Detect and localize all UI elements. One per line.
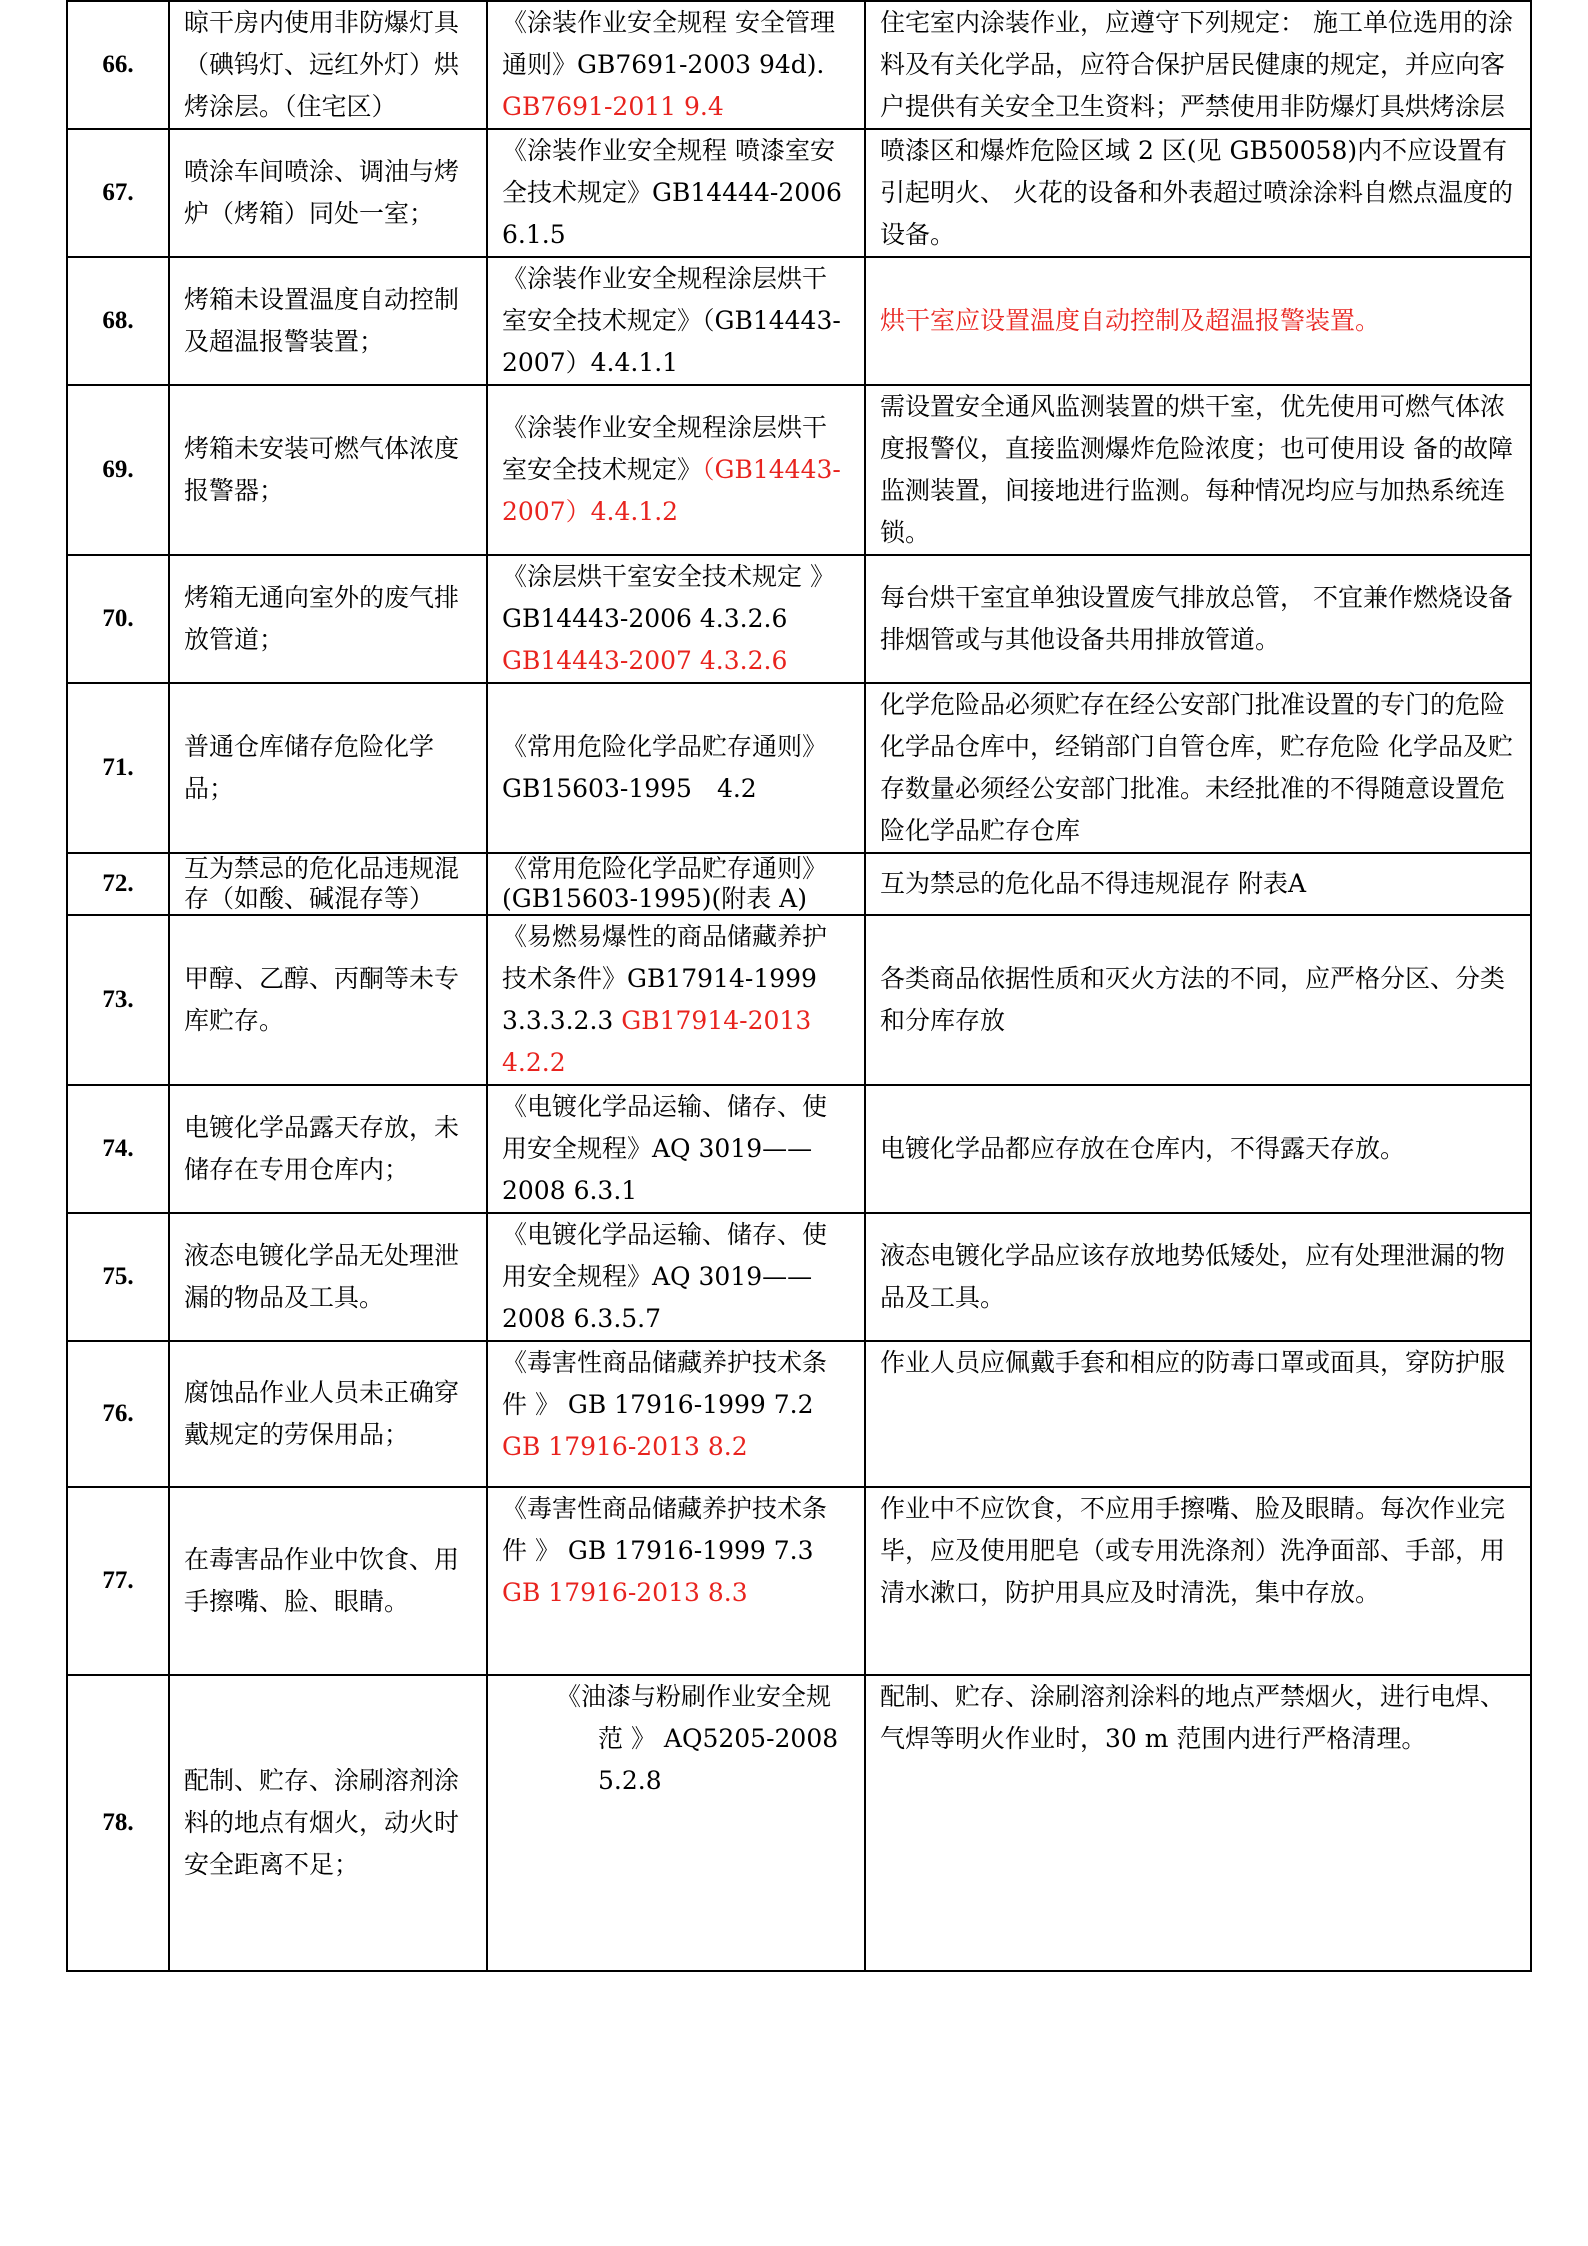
requirement-text bbox=[865, 1675, 1531, 1971]
standard-reference bbox=[487, 853, 865, 915]
standard-reference bbox=[487, 385, 865, 555]
requirement-content: 互为禁忌的危化品不得违规混存 附表A bbox=[880, 869, 1307, 898]
requirement-content: 液态电镀化学品应该存放地势低矮处，应有处理泄漏的物品及工具。 bbox=[880, 1241, 1506, 1312]
row-number: 75. bbox=[67, 1213, 169, 1341]
row-number: 77. bbox=[67, 1487, 169, 1675]
requirement-text bbox=[865, 555, 1531, 683]
row-number: 74. bbox=[67, 1085, 169, 1213]
standard-text: 《易燃易爆性的商品储藏养护技术条件》GB17914-1999 3.3.3.2.3 bbox=[502, 922, 828, 1035]
standard-reference bbox=[487, 1, 865, 129]
standard-text: 《常用危险化学品贮存通则》(GB15603-1995)(附表 A) bbox=[502, 854, 828, 913]
issue-description: 甲醇、乙醇、丙酮等未专库贮存。 bbox=[169, 915, 487, 1085]
revised-standard: GB 17916-2013 8.2 bbox=[502, 1432, 748, 1461]
standard-text: 《毒害性商品储藏养护技术条 件 》 GB 17916-1999 7.2 bbox=[502, 1348, 828, 1419]
standard-reference bbox=[487, 1487, 865, 1675]
requirement-text bbox=[865, 853, 1531, 915]
table-row bbox=[67, 683, 1531, 853]
row-number: 73. bbox=[67, 915, 169, 1085]
issue-description: 烤箱未安装可燃气体浓度报警器； bbox=[169, 385, 487, 555]
row-number: 67. bbox=[67, 129, 169, 257]
standard-reference bbox=[487, 129, 865, 257]
requirement-content: 喷漆区和爆炸危险区域 2 区(见 GB50058)内不应设置有引起明火、 火花的设备和外表超过喷涂涂料自燃点温度的设备。 bbox=[880, 136, 1513, 249]
issue-description: 普通仓库储存危险化学品； bbox=[169, 683, 487, 853]
requirement-text bbox=[865, 257, 1531, 385]
regulation-table bbox=[66, 0, 1532, 1972]
table-row bbox=[67, 1213, 1531, 1341]
requirement-content: 需设置安全通风监测装置的烘干室，优先使用可燃气体浓度报警仪，直接监测爆炸危险浓度；也可使用设 备的故障监测装置，间接地进行监测。每种情况均应与加热系统连锁。 bbox=[880, 392, 1513, 547]
standard-reference bbox=[487, 1341, 865, 1487]
revised-standard: GB7691-2011 9.4 bbox=[502, 92, 724, 121]
table-row bbox=[67, 915, 1531, 1085]
requirement-content: 作业中不应饮食，不应用手擦嘴、脸及眼睛。每次作业完毕，应及使用肥皂（或专用洗涤剂）洗净面部、手部，用清水漱口，防护用具应及时清洗，集中存放。 bbox=[880, 1494, 1506, 1607]
standard-text: 《涂层烘干室安全技术规定 》 GB14443-2006 4.3.2.6 bbox=[502, 562, 835, 633]
table-row bbox=[67, 257, 1531, 385]
row-number: 76. bbox=[67, 1341, 169, 1487]
issue-description: 烤箱未设置温度自动控制及超温报警装置； bbox=[169, 257, 487, 385]
row-number: 66. bbox=[67, 1, 169, 129]
requirement-text bbox=[865, 1213, 1531, 1341]
revised-standard: GB17914-2013 4.2.2 bbox=[502, 1006, 812, 1077]
issue-description: 喷涂车间喷涂、调油与烤炉（烤箱）同处一室； bbox=[169, 129, 487, 257]
requirement-text bbox=[865, 1487, 1531, 1675]
table-row bbox=[67, 1, 1531, 129]
row-number: 68. bbox=[67, 257, 169, 385]
standard-text: 《常用危险化学品贮存通则》GB15603-1995 4.2 bbox=[502, 732, 828, 803]
issue-description: 配制、贮存、涂刷溶剂涂料的地点有烟火，动火时安全距离不足； bbox=[169, 1675, 487, 1971]
table-row bbox=[67, 129, 1531, 257]
requirement-content: 作业人员应佩戴手套和相应的防毒口罩或面具，穿防护服 bbox=[880, 1348, 1506, 1377]
standard-reference bbox=[487, 915, 865, 1085]
requirement-text bbox=[865, 1341, 1531, 1487]
requirement-highlight: 烘干室应设置温度自动控制及超温报警装置。 bbox=[880, 306, 1381, 335]
row-number: 71. bbox=[67, 683, 169, 853]
issue-description: 晾干房内使用非防爆灯具（碘钨灯、远红外灯）烘烤涂层。（住宅区） bbox=[169, 1, 487, 129]
standard-text: 《涂装作业安全规程 安全管理通则》GB7691-2003 94d)． bbox=[502, 8, 842, 79]
standard-text: 《电镀化学品运输、储存、使用安全规程》AQ 3019——2008 6.3.5.7 bbox=[502, 1220, 828, 1333]
requirement-text bbox=[865, 385, 1531, 555]
row-number: 70. bbox=[67, 555, 169, 683]
standard-text: 5.2.8 bbox=[598, 1766, 662, 1795]
table-row bbox=[67, 1487, 1531, 1675]
standard-reference bbox=[487, 1213, 865, 1341]
issue-description: 电镀化学品露天存放，未储存在专用仓库内； bbox=[169, 1085, 487, 1213]
issue-description: 腐蚀品作业人员未正确穿戴规定的劳保用品； bbox=[169, 1341, 487, 1487]
standard-text: 《电镀化学品运输、储存、使用安全规程》AQ 3019——2008 6.3.1 bbox=[502, 1092, 828, 1205]
standard-reference bbox=[487, 1085, 865, 1213]
requirement-content: 电镀化学品都应存放在仓库内，不得露天存放。 bbox=[880, 1134, 1406, 1163]
requirement-text bbox=[865, 915, 1531, 1085]
table-row bbox=[67, 385, 1531, 555]
standard-text: 范 》 AQ5205-2008 bbox=[598, 1724, 839, 1753]
standard-text: 《油漆与粉刷作业安全规 bbox=[556, 1682, 832, 1711]
row-number: 69. bbox=[67, 385, 169, 555]
issue-description: 在毒害品作业中饮食、用手擦嘴、脸、眼睛。 bbox=[169, 1487, 487, 1675]
standard-text: 《涂装作业安全规程涂层烘干室安全技术规定》（GB14443-2007）4.4.1.1 bbox=[502, 264, 841, 377]
standard-reference bbox=[487, 1675, 865, 1971]
table-row bbox=[67, 853, 1531, 915]
standard-reference bbox=[487, 555, 865, 683]
revised-standard: GB14443-2007 4.3.2.6 bbox=[502, 646, 788, 675]
table-row bbox=[67, 1341, 1531, 1487]
table-row bbox=[67, 1675, 1531, 1971]
requirement-content: 配制、贮存、涂刷溶剂涂料的地点严禁烟火，进行电焊、气焊等明火作业时，30 m 范围内进行严格清理。 bbox=[880, 1682, 1506, 1753]
requirement-text bbox=[865, 683, 1531, 853]
requirement-text bbox=[865, 1, 1531, 129]
requirement-content: 住宅室内涂装作业，应遵守下列规定： 施工单位选用的涂料及有关化学品，应符合保护居民健康的规定，并应向客户提供有关安全卫生资料；严禁使用非防爆灯具烘烤涂层 bbox=[880, 8, 1513, 121]
row-number: 72. bbox=[67, 853, 169, 915]
standard-reference bbox=[487, 683, 865, 853]
standard-text: 《涂装作业安全规程 喷漆室安全技术规定》GB14444-2006 6.1.5 bbox=[502, 136, 842, 249]
requirement-text bbox=[865, 1085, 1531, 1213]
issue-description: 液态电镀化学品无处理泄漏的物品及工具。 bbox=[169, 1213, 487, 1341]
standard-text: 《涂装作业安全规程涂层烘干室安全技术规定》 bbox=[502, 413, 828, 484]
revised-standard: （GB14443-2007）4.4.1.2 bbox=[502, 455, 841, 526]
standard-reference bbox=[487, 257, 865, 385]
revised-standard: GB 17916-2013 8.3 bbox=[502, 1578, 748, 1607]
table-row bbox=[67, 1085, 1531, 1213]
table-row bbox=[67, 555, 1531, 683]
requirement-content: 每台烘干室宜单独设置废气排放总管， 不宜兼作燃烧设备排烟管或与其他设备共用排放管道。 bbox=[880, 583, 1513, 654]
issue-description: 烤箱无通向室外的废气排放管道； bbox=[169, 555, 487, 683]
requirement-text bbox=[865, 129, 1531, 257]
requirement-content: 各类商品依据性质和灭火方法的不同，应严格分区、分类和分库存放 bbox=[880, 964, 1506, 1035]
standard-text: 《毒害性商品储藏养护技术条 件 》 GB 17916-1999 7.3 bbox=[502, 1494, 828, 1565]
issue-description: 互为禁忌的危化品违规混存（如酸、碱混存等） bbox=[169, 853, 487, 915]
row-number: 78. bbox=[67, 1675, 169, 1971]
requirement-content: 化学危险品必须贮存在经公安部门批准设置的专门的危险化学品仓库中，经销部门自管仓库，贮存危险 化学品及贮存数量必须经公安部门批准。未经批准的不得随意设置危险化学品贮存仓库 bbox=[880, 690, 1513, 845]
